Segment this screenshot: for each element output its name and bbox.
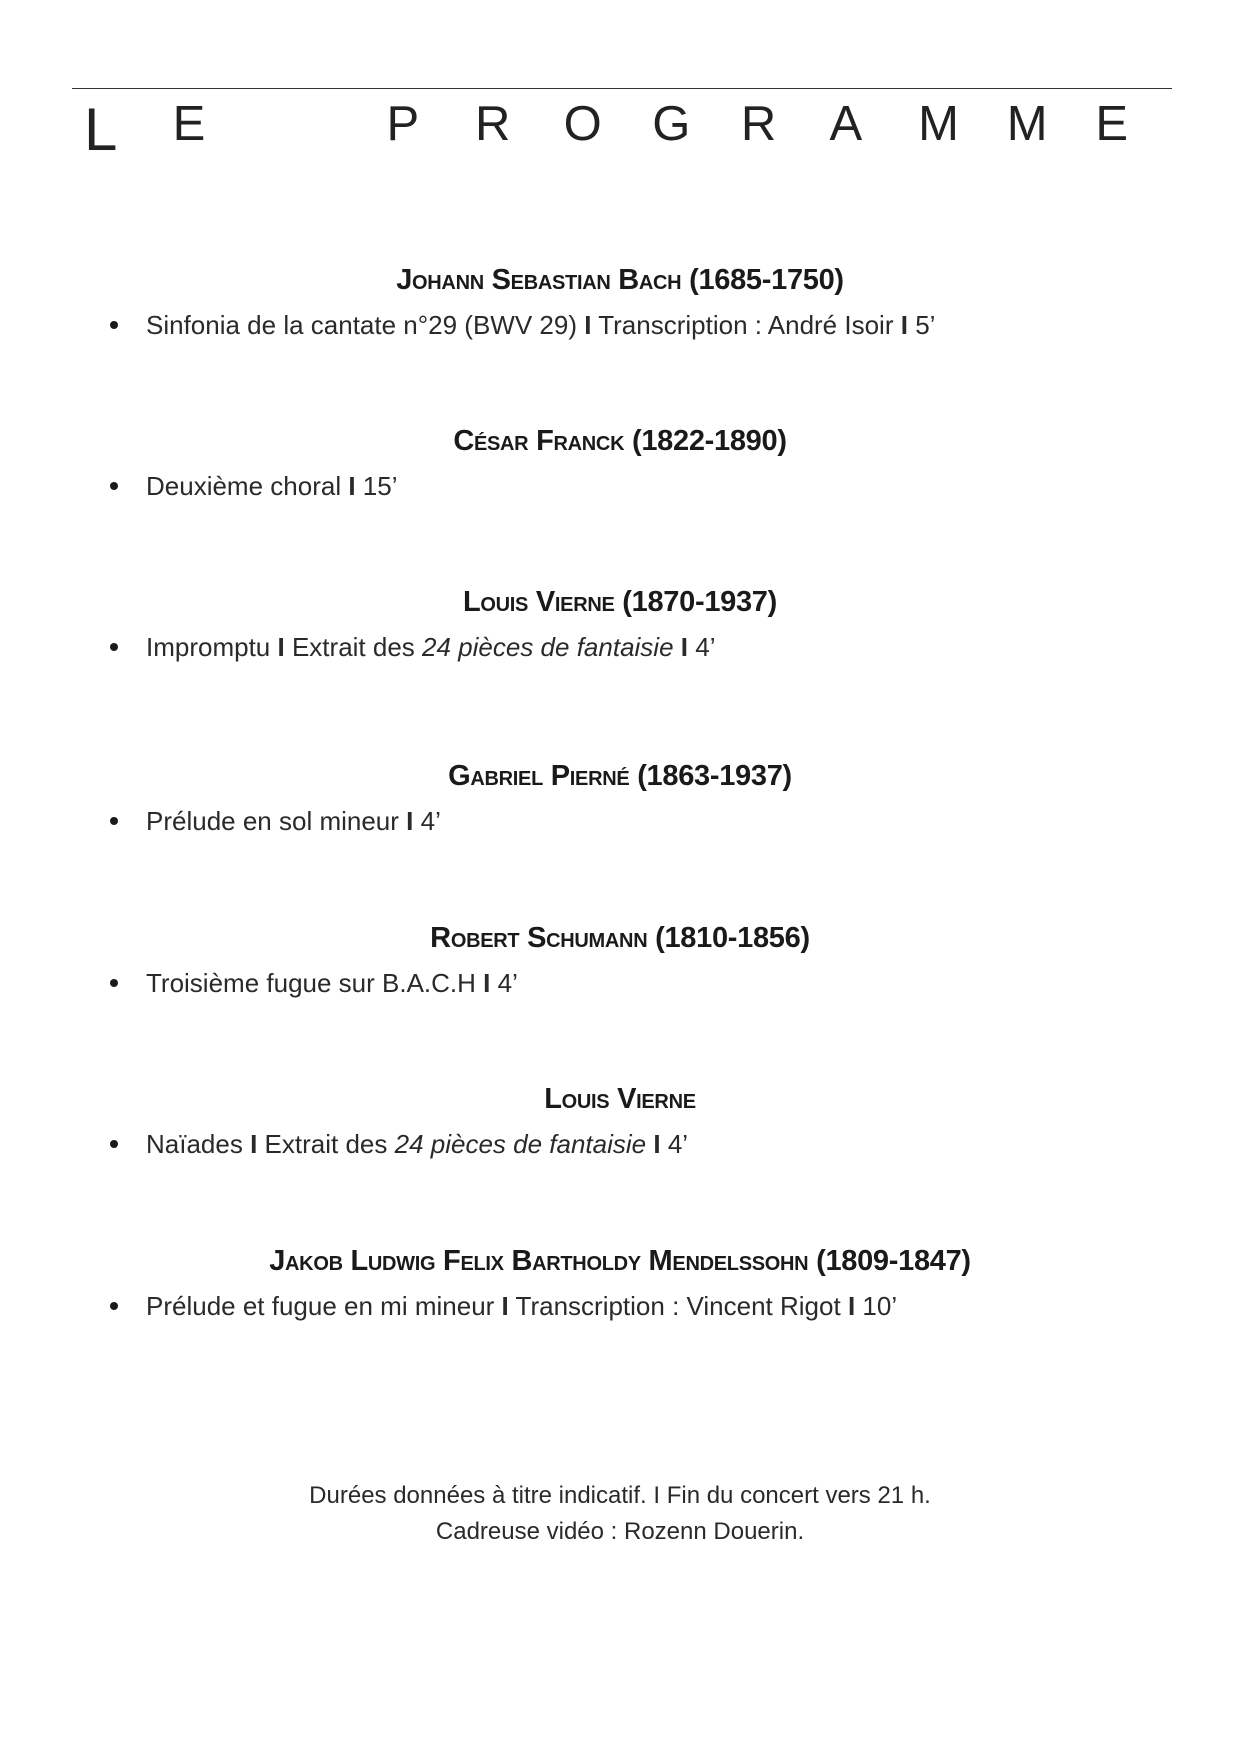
- piece-duration: 4’: [667, 1129, 689, 1159]
- piece-title: Sinfonia de la cantate n°29 (BWV 29): [146, 310, 577, 340]
- bullet-icon: [110, 643, 118, 651]
- separator: I: [653, 1129, 661, 1159]
- composer-heading: [0, 1081, 1240, 1117]
- separator: I: [584, 310, 592, 340]
- piece-title: Prélude et fugue en mi mineur: [146, 1291, 495, 1321]
- extract-title: 24 pièces de fantaisie: [422, 632, 674, 662]
- bullet-icon: [110, 817, 118, 825]
- title-letter: G: [652, 97, 691, 151]
- composer-name: Louis Vierne: [462, 586, 615, 618]
- list-item: [110, 469, 1170, 503]
- piece-title: Impromptu: [146, 632, 271, 662]
- bullet-icon: [110, 1302, 118, 1310]
- composer-name: Louis Vierne: [544, 1083, 696, 1115]
- separator: I: [277, 632, 285, 662]
- piece-duration: 15’: [362, 471, 398, 501]
- extract-prefix: Extrait des: [291, 632, 415, 662]
- composer-heading: [0, 1243, 1240, 1279]
- title-letter: M: [918, 97, 959, 151]
- composer-dates: (1810-1856): [655, 922, 810, 954]
- composer-name: Robert Schumann: [430, 922, 648, 954]
- composer-dates: (1863-1937): [637, 760, 792, 792]
- separator: I: [348, 471, 356, 501]
- footer-notes: [0, 1478, 1240, 1550]
- title-letter: E: [172, 97, 206, 151]
- composer-heading: [0, 584, 1240, 620]
- separator: I: [406, 806, 414, 836]
- list-item: [110, 1127, 1170, 1161]
- title-letter: A: [829, 97, 863, 151]
- list-item: [110, 804, 1170, 838]
- piece-duration: 4’: [420, 806, 441, 836]
- bullet-icon: [110, 321, 118, 329]
- piece-title: Deuxième choral: [146, 471, 342, 501]
- composer-name: Jakob Ludwig Felix Bartholdy Mendelssohn: [269, 1245, 809, 1277]
- title-word-gap: [261, 100, 386, 160]
- list-item: [110, 630, 1170, 664]
- separator: I: [900, 310, 908, 340]
- separator: I: [483, 968, 491, 998]
- composer-dates: (1809-1847): [816, 1245, 971, 1277]
- separator: I: [501, 1291, 509, 1321]
- separator: I: [847, 1291, 856, 1321]
- page-title: [84, 96, 1184, 163]
- piece-duration: 5’: [915, 310, 936, 340]
- composer-name: Gabriel Pierné: [448, 760, 630, 792]
- footer-line-durations: Durées données à titre indicatif. I Fin du concert vers 21 h.: [309, 1482, 931, 1509]
- list-item: [110, 308, 1170, 342]
- title-letter: R: [740, 97, 777, 151]
- piece-duration: 4’: [695, 632, 716, 662]
- bullet-icon: [110, 1140, 118, 1148]
- piece-title: Naïades: [146, 1129, 243, 1159]
- composer-heading: [0, 262, 1240, 298]
- title-letter: P: [386, 97, 420, 151]
- bullet-icon: [110, 482, 118, 490]
- title-letter: L: [84, 96, 118, 163]
- extract-title: 24 pièces de fantaisie: [394, 1129, 647, 1159]
- piece-transcription: Transcription : Vincent Rigot: [515, 1291, 841, 1321]
- composer-dates: (1685-1750): [689, 264, 844, 296]
- piece-title: Troisième fugue sur B.A.C.H: [146, 968, 476, 998]
- footer-line-credits: Cadreuse vidéo : Rozenn Douerin.: [435, 1518, 805, 1545]
- title-letter: R: [475, 97, 511, 151]
- title-letter: O: [563, 97, 602, 151]
- piece-title: Prélude en sol mineur: [146, 806, 399, 836]
- title-letter: M: [1006, 97, 1048, 151]
- extract-prefix: Extrait des: [264, 1129, 388, 1159]
- bullet-icon: [110, 979, 118, 987]
- composer-heading: [0, 758, 1240, 794]
- piece-duration: 10’: [862, 1291, 898, 1321]
- composer-heading: [0, 920, 1240, 956]
- composer-dates: (1870-1937): [622, 586, 777, 618]
- composer-name: César Franck: [453, 425, 625, 457]
- composer-dates: (1822-1890): [631, 425, 787, 457]
- composer-name: Johann Sebastian Bach: [396, 264, 682, 296]
- separator: I: [250, 1129, 258, 1159]
- separator: I: [680, 632, 689, 662]
- piece-transcription: Transcription : André Isoir: [598, 310, 894, 340]
- title-letter: E: [1095, 97, 1128, 151]
- piece-duration: 4’: [497, 968, 518, 998]
- list-item: [110, 1289, 1170, 1323]
- top-rule: [72, 88, 1172, 89]
- list-item: [110, 966, 1170, 1000]
- composer-heading: [0, 423, 1240, 459]
